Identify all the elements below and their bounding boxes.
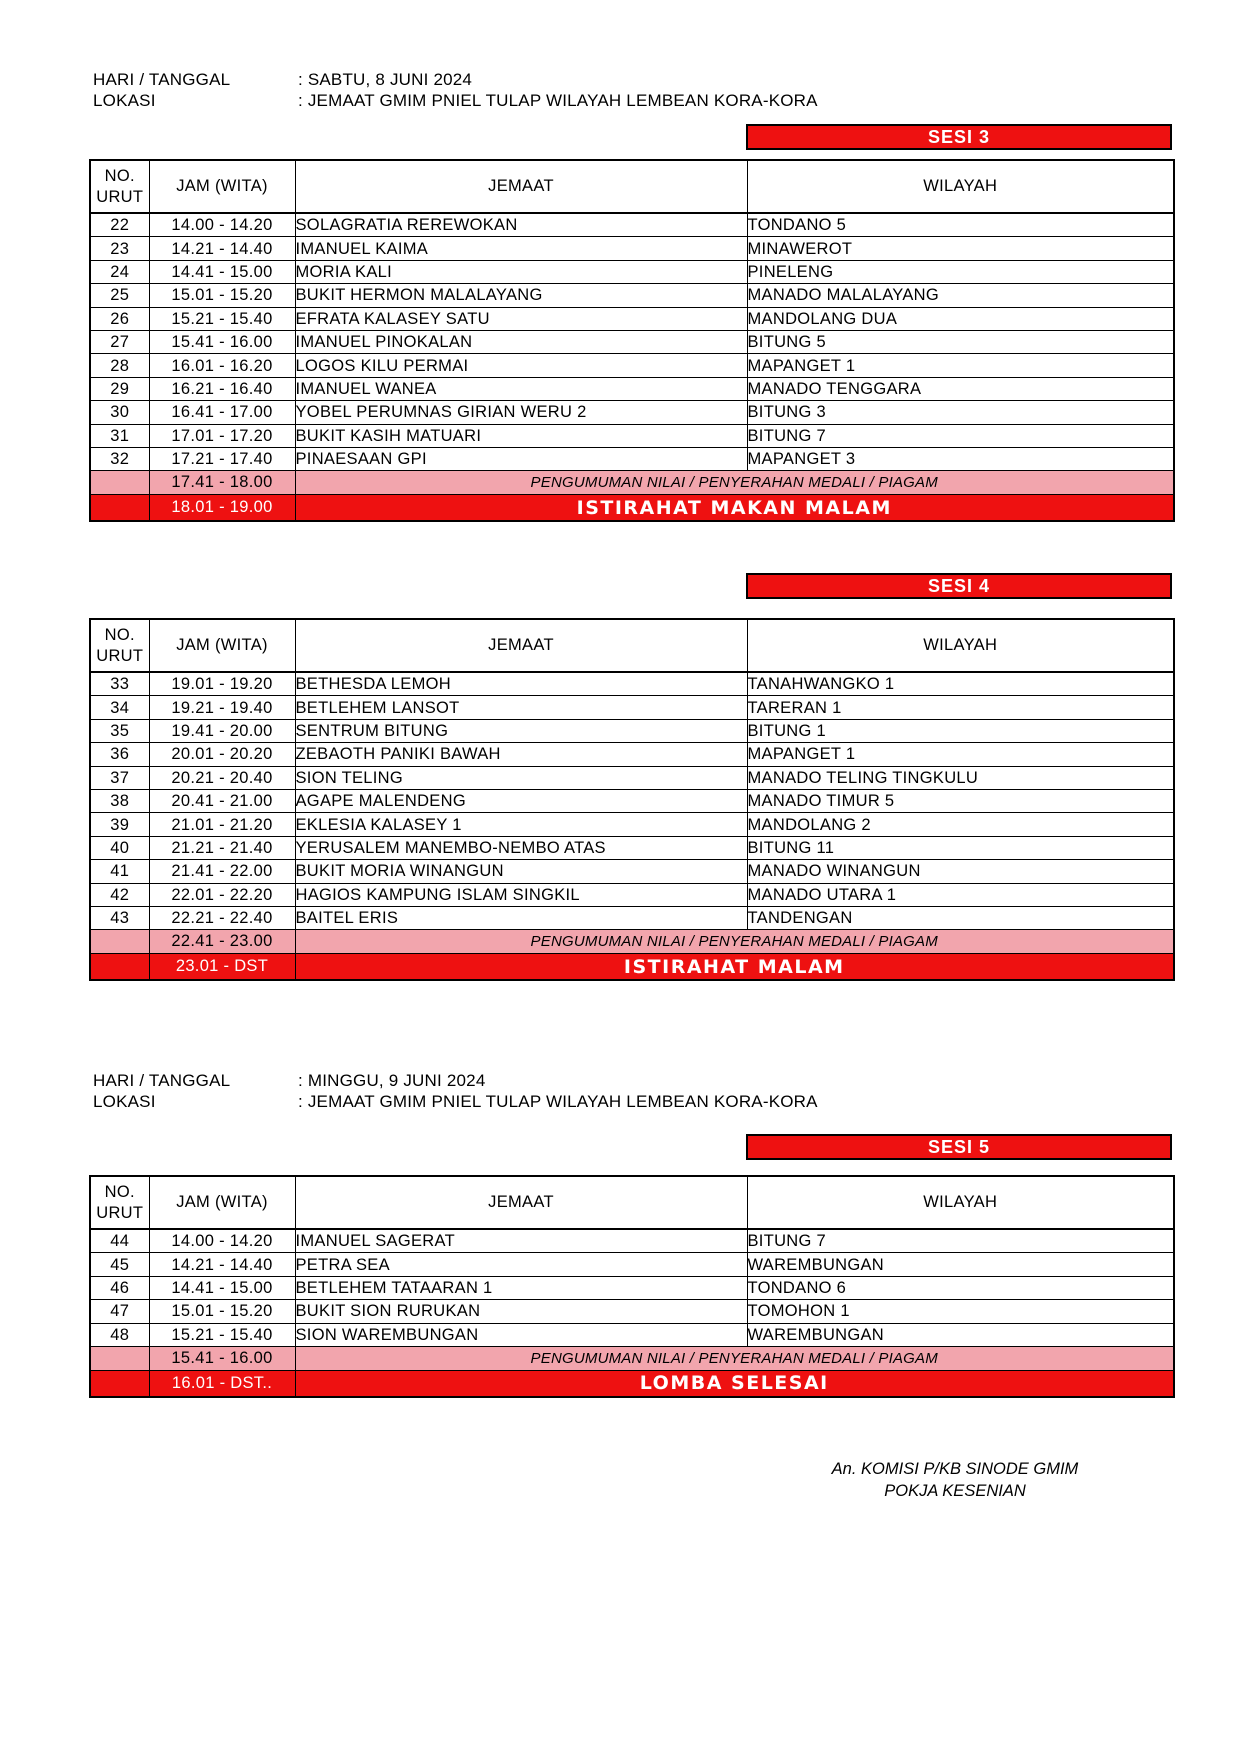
table-row — [90, 237, 1174, 260]
location-label: LOKASI — [93, 1092, 156, 1111]
session-5-title: SESI 5 — [746, 1134, 1172, 1160]
row-time: 19.21 - 19.40 — [149, 696, 295, 719]
row-jemaat: PINAESAAN GPI — [295, 447, 747, 470]
break-row — [90, 495, 1174, 522]
row-number: 35 — [90, 719, 149, 742]
row-number: 38 — [90, 789, 149, 812]
row-jemaat: IMANUEL WANEA — [295, 377, 747, 400]
row-wilayah: BITUNG 11 — [747, 836, 1174, 859]
row-jemaat: PETRA SEA — [295, 1253, 747, 1276]
row-wilayah: TONDANO 5 — [747, 213, 1174, 237]
session-5-table — [89, 1175, 1175, 1398]
row-time: 14.21 - 14.40 — [149, 237, 295, 260]
row-number: 36 — [90, 743, 149, 766]
col-header-wilayah: WILAYAH — [747, 619, 1174, 672]
row-jemaat: YERUSALEM MANEMBO-NEMBO ATAS — [295, 836, 747, 859]
row-wilayah: MANADO MALALAYANG — [747, 284, 1174, 307]
table-row — [90, 401, 1174, 424]
table-row — [90, 260, 1174, 283]
row-jemaat: BUKIT HERMON MALALAYANG — [295, 284, 747, 307]
row-wilayah: WAREMBUNGAN — [747, 1323, 1174, 1346]
break-blank — [90, 1370, 149, 1397]
row-wilayah: MANDOLANG 2 — [747, 813, 1174, 836]
table-row — [90, 906, 1174, 929]
table-row — [90, 672, 1174, 696]
row-jemaat: BUKIT SION RURUKAN — [295, 1300, 747, 1323]
row-number: 39 — [90, 813, 149, 836]
row-wilayah: TANAHWANGKO 1 — [747, 672, 1174, 696]
row-number: 48 — [90, 1323, 149, 1346]
row-wilayah: MAPANGET 1 — [747, 743, 1174, 766]
row-time: 17.01 - 17.20 — [149, 424, 295, 447]
announcement-row — [90, 471, 1174, 495]
row-number: 27 — [90, 330, 149, 353]
table-row — [90, 813, 1174, 836]
col-header-jemaat: JEMAAT — [295, 160, 747, 213]
break-time: 16.01 - DST.. — [149, 1370, 295, 1397]
table-row — [90, 447, 1174, 470]
row-number: 22 — [90, 213, 149, 237]
table-row — [90, 1323, 1174, 1346]
row-wilayah: BITUNG 3 — [747, 401, 1174, 424]
table-row — [90, 766, 1174, 789]
announcement-text: PENGUMUMAN NILAI / PENYERAHAN MEDALI / PIAGAM — [295, 1346, 1174, 1370]
row-time: 17.21 - 17.40 — [149, 447, 295, 470]
session-4-title: SESI 4 — [746, 573, 1172, 599]
row-jemaat: YOBEL PERUMNAS GIRIAN WERU 2 — [295, 401, 747, 424]
table-row — [90, 424, 1174, 447]
row-number: 31 — [90, 424, 149, 447]
row-time: 22.21 - 22.40 — [149, 906, 295, 929]
row-wilayah: TOMOHON 1 — [747, 1300, 1174, 1323]
announcement-text: PENGUMUMAN NILAI / PENYERAHAN MEDALI / PIAGAM — [295, 930, 1174, 954]
row-number: 34 — [90, 696, 149, 719]
col-header-wilayah: WILAYAH — [747, 160, 1174, 213]
table-row — [90, 377, 1174, 400]
row-wilayah: TONDANO 6 — [747, 1276, 1174, 1299]
col-header-jemaat: JEMAAT — [295, 619, 747, 672]
row-time: 16.41 - 17.00 — [149, 401, 295, 424]
table-row — [90, 1229, 1174, 1253]
row-wilayah: MANADO UTARA 1 — [747, 883, 1174, 906]
row-number: 45 — [90, 1253, 149, 1276]
row-wilayah: MANADO TELING TINGKULU — [747, 766, 1174, 789]
row-number: 46 — [90, 1276, 149, 1299]
announcement-blank — [90, 930, 149, 954]
row-time: 15.21 - 15.40 — [149, 1323, 295, 1346]
row-jemaat: IMANUEL PINOKALAN — [295, 330, 747, 353]
row-number: 29 — [90, 377, 149, 400]
announcement-row — [90, 1346, 1174, 1370]
row-time: 14.41 - 15.00 — [149, 1276, 295, 1299]
location-label: LOKASI — [93, 91, 156, 110]
break-blank — [90, 954, 149, 981]
row-wilayah: BITUNG 1 — [747, 719, 1174, 742]
row-time: 20.21 - 20.40 — [149, 766, 295, 789]
row-jemaat: BUKIT KASIH MATUARI — [295, 424, 747, 447]
row-time: 19.41 - 20.00 — [149, 719, 295, 742]
row-wilayah: MANADO TIMUR 5 — [747, 789, 1174, 812]
break-row — [90, 954, 1174, 981]
row-jemaat: HAGIOS KAMPUNG ISLAM SINGKIL — [295, 883, 747, 906]
row-number: 47 — [90, 1300, 149, 1323]
row-number: 30 — [90, 401, 149, 424]
row-wilayah: MAPANGET 3 — [747, 447, 1174, 470]
row-wilayah: MANADO TENGGARA — [747, 377, 1174, 400]
table-row — [90, 213, 1174, 237]
row-jemaat: BAITEL ERIS — [295, 906, 747, 929]
col-header-no: NO. URUT — [90, 619, 149, 672]
row-jemaat: SENTRUM BITUNG — [295, 719, 747, 742]
row-number: 44 — [90, 1229, 149, 1253]
signature-line-1: An. KOMISI P/KB SINODE GMIM — [831, 1460, 1079, 1478]
row-number: 32 — [90, 447, 149, 470]
col-header-no: NO. URUT — [90, 160, 149, 213]
break-blank — [90, 495, 149, 522]
break-row — [90, 1370, 1174, 1397]
header-row — [90, 160, 1174, 213]
col-header-jam: JAM (WITA) — [149, 619, 295, 672]
row-jemaat: BETHESDA LEMOH — [295, 672, 747, 696]
row-time: 15.01 - 15.20 — [149, 1300, 295, 1323]
row-jemaat: MORIA KALI — [295, 260, 747, 283]
row-number: 23 — [90, 237, 149, 260]
location-value: : JEMAAT GMIM PNIEL TULAP WILAYAH LEMBEAN KORA-KORA — [298, 91, 818, 110]
table-row — [90, 743, 1174, 766]
session-3-table — [89, 159, 1175, 522]
break-text: ISTIRAHAT MALAM — [295, 954, 1174, 981]
row-time: 20.41 - 21.00 — [149, 789, 295, 812]
day-label: HARI / TANGGAL — [93, 1071, 231, 1090]
day-label: HARI / TANGGAL — [93, 70, 231, 89]
row-time: 16.01 - 16.20 — [149, 354, 295, 377]
row-time: 14.21 - 14.40 — [149, 1253, 295, 1276]
header-row — [90, 619, 1174, 672]
row-number: 43 — [90, 906, 149, 929]
day2-header — [93, 1070, 818, 1112]
session-4-table — [89, 618, 1175, 981]
row-wilayah: MINAWEROT — [747, 237, 1174, 260]
row-jemaat: LOGOS KILU PERMAI — [295, 354, 747, 377]
row-jemaat: IMANUEL KAIMA — [295, 237, 747, 260]
break-text: ISTIRAHAT MAKAN MALAM — [295, 495, 1174, 522]
table-row — [90, 860, 1174, 883]
announcement-row — [90, 930, 1174, 954]
row-jemaat: SION TELING — [295, 766, 747, 789]
table-row — [90, 696, 1174, 719]
row-number: 42 — [90, 883, 149, 906]
table-row — [90, 1276, 1174, 1299]
announcement-time: 17.41 - 18.00 — [149, 471, 295, 495]
announcement-blank — [90, 1346, 149, 1370]
col-header-jemaat: JEMAAT — [295, 1176, 747, 1229]
row-time: 14.41 - 15.00 — [149, 260, 295, 283]
table-row — [90, 1253, 1174, 1276]
row-wilayah: TARERAN 1 — [747, 696, 1174, 719]
row-jemaat: SOLAGRATIA REREWOKAN — [295, 213, 747, 237]
row-time: 21.21 - 21.40 — [149, 836, 295, 859]
announcement-blank — [90, 471, 149, 495]
row-jemaat: SION WAREMBUNGAN — [295, 1323, 747, 1346]
row-time: 22.01 - 22.20 — [149, 883, 295, 906]
row-number: 37 — [90, 766, 149, 789]
col-header-jam: JAM (WITA) — [149, 160, 295, 213]
table-row — [90, 719, 1174, 742]
row-jemaat: BUKIT MORIA WINANGUN — [295, 860, 747, 883]
row-time: 14.00 - 14.20 — [149, 213, 295, 237]
location-value: : JEMAAT GMIM PNIEL TULAP WILAYAH LEMBEAN KORA-KORA — [298, 1092, 818, 1111]
table-row — [90, 307, 1174, 330]
row-wilayah: MAPANGET 1 — [747, 354, 1174, 377]
row-jemaat: BETLEHEM LANSOT — [295, 696, 747, 719]
row-jemaat: EKLESIA KALASEY 1 — [295, 813, 747, 836]
row-jemaat: IMANUEL SAGERAT — [295, 1229, 747, 1253]
col-header-no: NO. URUT — [90, 1176, 149, 1229]
row-jemaat: ZEBAOTH PANIKI BAWAH — [295, 743, 747, 766]
row-wilayah: WAREMBUNGAN — [747, 1253, 1174, 1276]
row-number: 40 — [90, 836, 149, 859]
announcement-time: 22.41 - 23.00 — [149, 930, 295, 954]
table-row — [90, 836, 1174, 859]
row-jemaat: AGAPE MALENDENG — [295, 789, 747, 812]
row-jemaat: BETLEHEM TATAARAN 1 — [295, 1276, 747, 1299]
row-wilayah: PINELENG — [747, 260, 1174, 283]
day-value: : MINGGU, 9 JUNI 2024 — [298, 1071, 486, 1090]
header-row — [90, 1176, 1174, 1229]
break-text: LOMBA SELESAI — [295, 1370, 1174, 1397]
table-row — [90, 1300, 1174, 1323]
col-header-jam: JAM (WITA) — [149, 1176, 295, 1229]
day1-header — [93, 69, 818, 111]
row-number: 41 — [90, 860, 149, 883]
row-wilayah: BITUNG 7 — [747, 1229, 1174, 1253]
row-time: 21.01 - 21.20 — [149, 813, 295, 836]
signature-line-2: POKJA KESENIAN — [884, 1482, 1026, 1500]
row-number: 28 — [90, 354, 149, 377]
row-number: 26 — [90, 307, 149, 330]
row-number: 33 — [90, 672, 149, 696]
row-wilayah: BITUNG 5 — [747, 330, 1174, 353]
row-wilayah: MANDOLANG DUA — [747, 307, 1174, 330]
break-time: 23.01 - DST — [149, 954, 295, 981]
row-time: 15.21 - 15.40 — [149, 307, 295, 330]
row-number: 24 — [90, 260, 149, 283]
row-time: 14.00 - 14.20 — [149, 1229, 295, 1253]
break-time: 18.01 - 19.00 — [149, 495, 295, 522]
announcement-text: PENGUMUMAN NILAI / PENYERAHAN MEDALI / PIAGAM — [295, 471, 1174, 495]
row-time: 15.41 - 16.00 — [149, 330, 295, 353]
row-jemaat: EFRATA KALASEY SATU — [295, 307, 747, 330]
row-time: 21.41 - 22.00 — [149, 860, 295, 883]
table-row — [90, 354, 1174, 377]
row-time: 16.21 - 16.40 — [149, 377, 295, 400]
day-value: : SABTU, 8 JUNI 2024 — [298, 70, 473, 89]
row-time: 20.01 - 20.20 — [149, 743, 295, 766]
row-time: 15.01 - 15.20 — [149, 284, 295, 307]
row-time: 19.01 - 19.20 — [149, 672, 295, 696]
row-number: 25 — [90, 284, 149, 307]
row-wilayah: MANADO WINANGUN — [747, 860, 1174, 883]
table-row — [90, 330, 1174, 353]
table-row — [90, 789, 1174, 812]
table-row — [90, 284, 1174, 307]
session-3-title: SESI 3 — [746, 124, 1172, 150]
table-row — [90, 883, 1174, 906]
col-header-wilayah: WILAYAH — [747, 1176, 1174, 1229]
row-wilayah: BITUNG 7 — [747, 424, 1174, 447]
row-wilayah: TANDENGAN — [747, 906, 1174, 929]
announcement-time: 15.41 - 16.00 — [149, 1346, 295, 1370]
signature-block — [820, 1458, 1090, 1502]
